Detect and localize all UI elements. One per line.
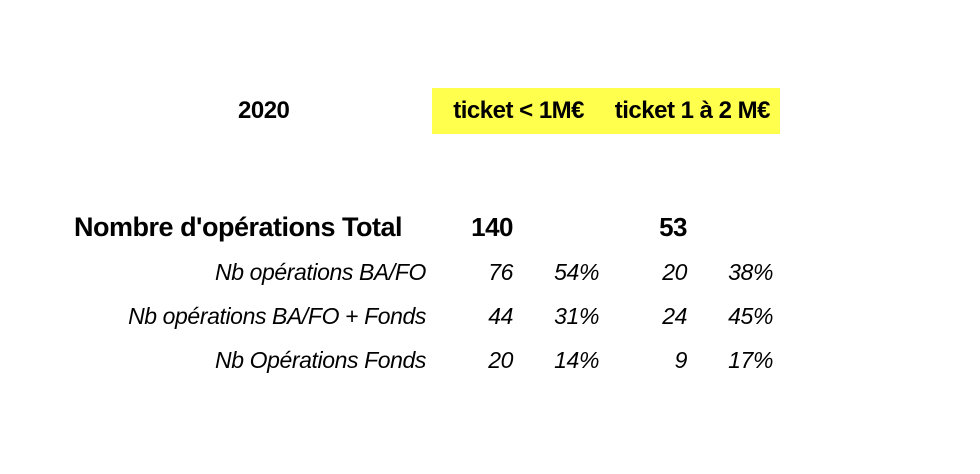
row-value-col1: 44 <box>488 303 513 329</box>
row-value-col2: 24 <box>662 303 687 329</box>
row-pct-col1: 54% <box>554 259 599 285</box>
column-header-ticket-1-to-2m: ticket 1 à 2 M€ <box>614 97 770 124</box>
row-pct-col1: 14% <box>554 347 599 373</box>
column-header-ticket-under-1m: ticket < 1M€ <box>453 97 584 124</box>
row-label: Nb opérations BA/FO + Fonds <box>128 303 426 329</box>
row-value-col1: 76 <box>488 259 513 285</box>
row-pct-col2: 17% <box>728 347 773 373</box>
total-value-col2: 53 <box>659 212 687 242</box>
row-value-col1: 20 <box>488 347 513 373</box>
row-label: Nb opérations BA/FO <box>214 259 426 285</box>
row-pct-col2: 45% <box>728 303 773 329</box>
row-value-col2: 9 <box>674 347 687 373</box>
row-pct-col2: 38% <box>728 259 773 285</box>
row-value-col2: 20 <box>662 259 687 285</box>
total-label: Nombre d'opérations Total <box>74 212 402 242</box>
year-label: 2020 <box>238 97 290 124</box>
row-pct-col1: 31% <box>554 303 599 329</box>
row-label: Nb Opérations Fonds <box>214 347 426 373</box>
total-value-col1: 140 <box>471 212 513 242</box>
